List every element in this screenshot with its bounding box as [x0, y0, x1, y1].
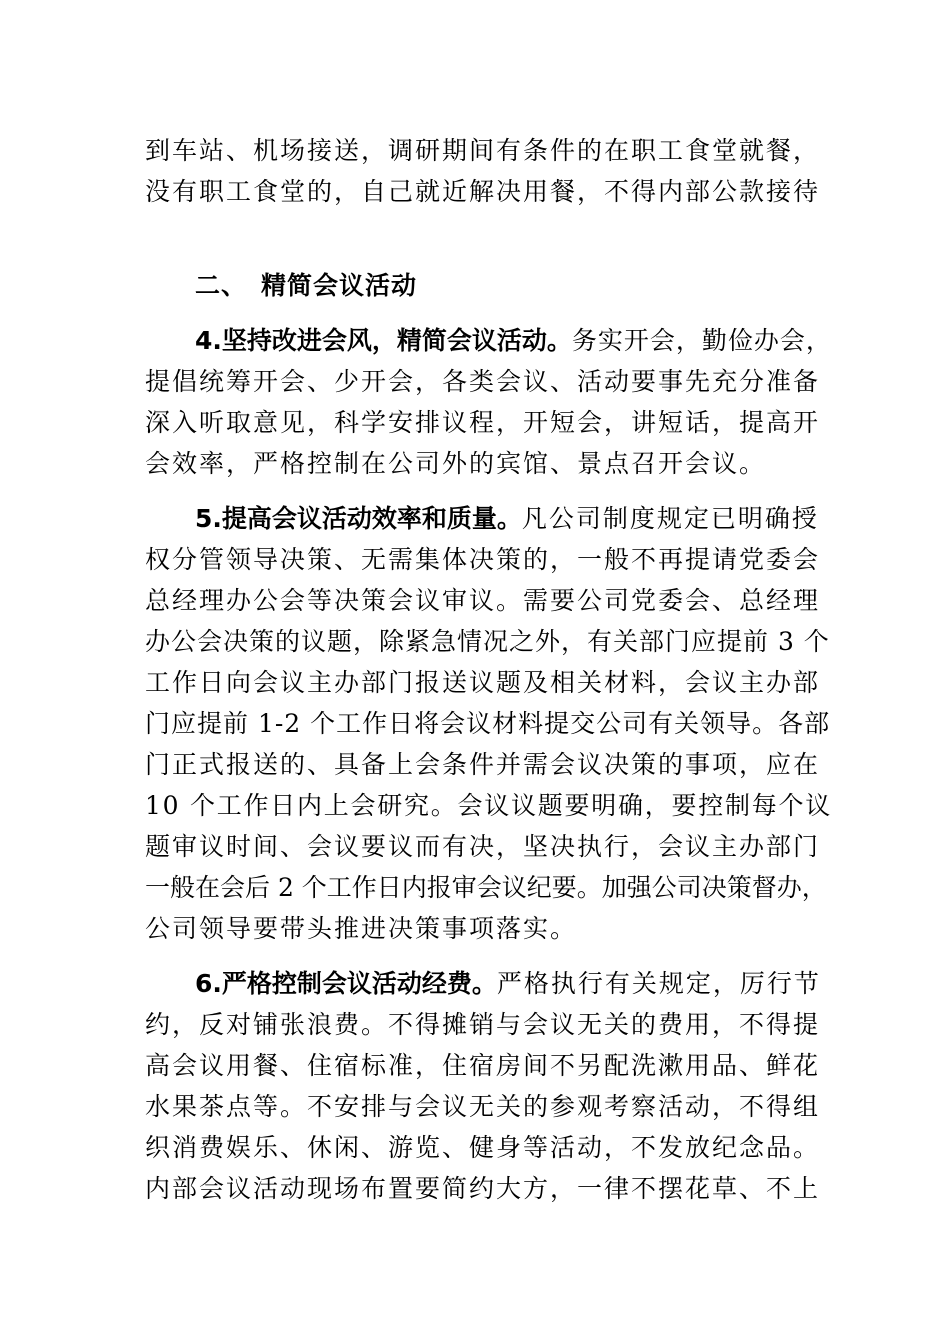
text-line: 深入听取意见，科学安排议程，开短会，讲短话，提高开 [145, 408, 821, 437]
paragraph-first-line [195, 964, 825, 1004]
text-line: 提倡统筹开会、少开会，各类会议、活动要事先充分准备 [145, 367, 821, 396]
paragraph-lead: 5.提高会议活动效率和质量。 [195, 504, 522, 533]
paragraph-text: 务实开会，勤俭办会， [571, 326, 832, 355]
paragraph-lead: 4.坚持改进会风，精简会议活动。 [195, 326, 572, 355]
paragraph-text: 严格执行有关规定，厉行节 [496, 969, 821, 998]
paragraph-first-line [195, 499, 825, 539]
text-line: 一般在会后 2 个工作日内报审会议纪要。加强公司决策督办， [145, 873, 827, 902]
text-line: 权分管领导决策、无需集体决策的，一般不再提请党委会 [145, 545, 821, 574]
text-line: 织消费娱乐、休闲、游览、健身等活动，不发放纪念品。 [145, 1133, 821, 1162]
text-line: 总经理办公会等决策会议审议。需要公司党委会、总经理 [145, 586, 821, 615]
text-line: 工作日向会议主办部门报送议题及相关材料，会议主办部 [145, 668, 821, 697]
text-line: 10 个工作日内上会研究。会议议题要明确，要控制每个议 [145, 791, 833, 820]
text-line: 没有职工食堂的，自己就近解决用餐，不得内部公款接待 [145, 177, 821, 206]
section-heading [195, 266, 417, 306]
section-number: 二、 [195, 271, 248, 300]
text-line: 约，反对铺张浪费。不得摊销与会议无关的费用，不得提 [145, 1010, 821, 1039]
text-line: 高会议用餐、住宿标准，住宿房间不另配洗漱用品、鲜花 [145, 1051, 821, 1080]
text-line: 题审议时间、会议要议而有决，坚决执行，会议主办部门 [145, 832, 821, 861]
text-line: 内部会议活动现场布置要简约大方，一律不摆花草、不上 [145, 1174, 821, 1203]
section-title: 精简会议活动 [261, 271, 418, 300]
text-line: 公司领导要带头推进决策事项落实。 [145, 914, 578, 943]
text-line: 门应提前 1-2 个工作日将会议材料提交公司有关领导。各部 [145, 709, 831, 738]
paragraph-lead: 6.严格控制会议活动经费。 [195, 969, 497, 998]
text-line: 水果茶点等。不安排与会议无关的参观考察活动，不得组 [145, 1092, 821, 1121]
paragraph-text: 凡公司制度规定已明确授 [521, 504, 819, 533]
paragraph-first-line [195, 321, 832, 361]
text-line: 到车站、机场接送，调研期间有条件的在职工食堂就餐， [145, 136, 821, 165]
text-line: 门正式报送的、具备上会条件并需会议决策的事项，应在 [145, 750, 821, 779]
text-line: 会效率，严格控制在公司外的宾馆、景点召开会议。 [145, 449, 767, 478]
text-line: 办公会决策的议题，除紧急情况之外，有关部门应提前 3 个 [145, 627, 830, 656]
